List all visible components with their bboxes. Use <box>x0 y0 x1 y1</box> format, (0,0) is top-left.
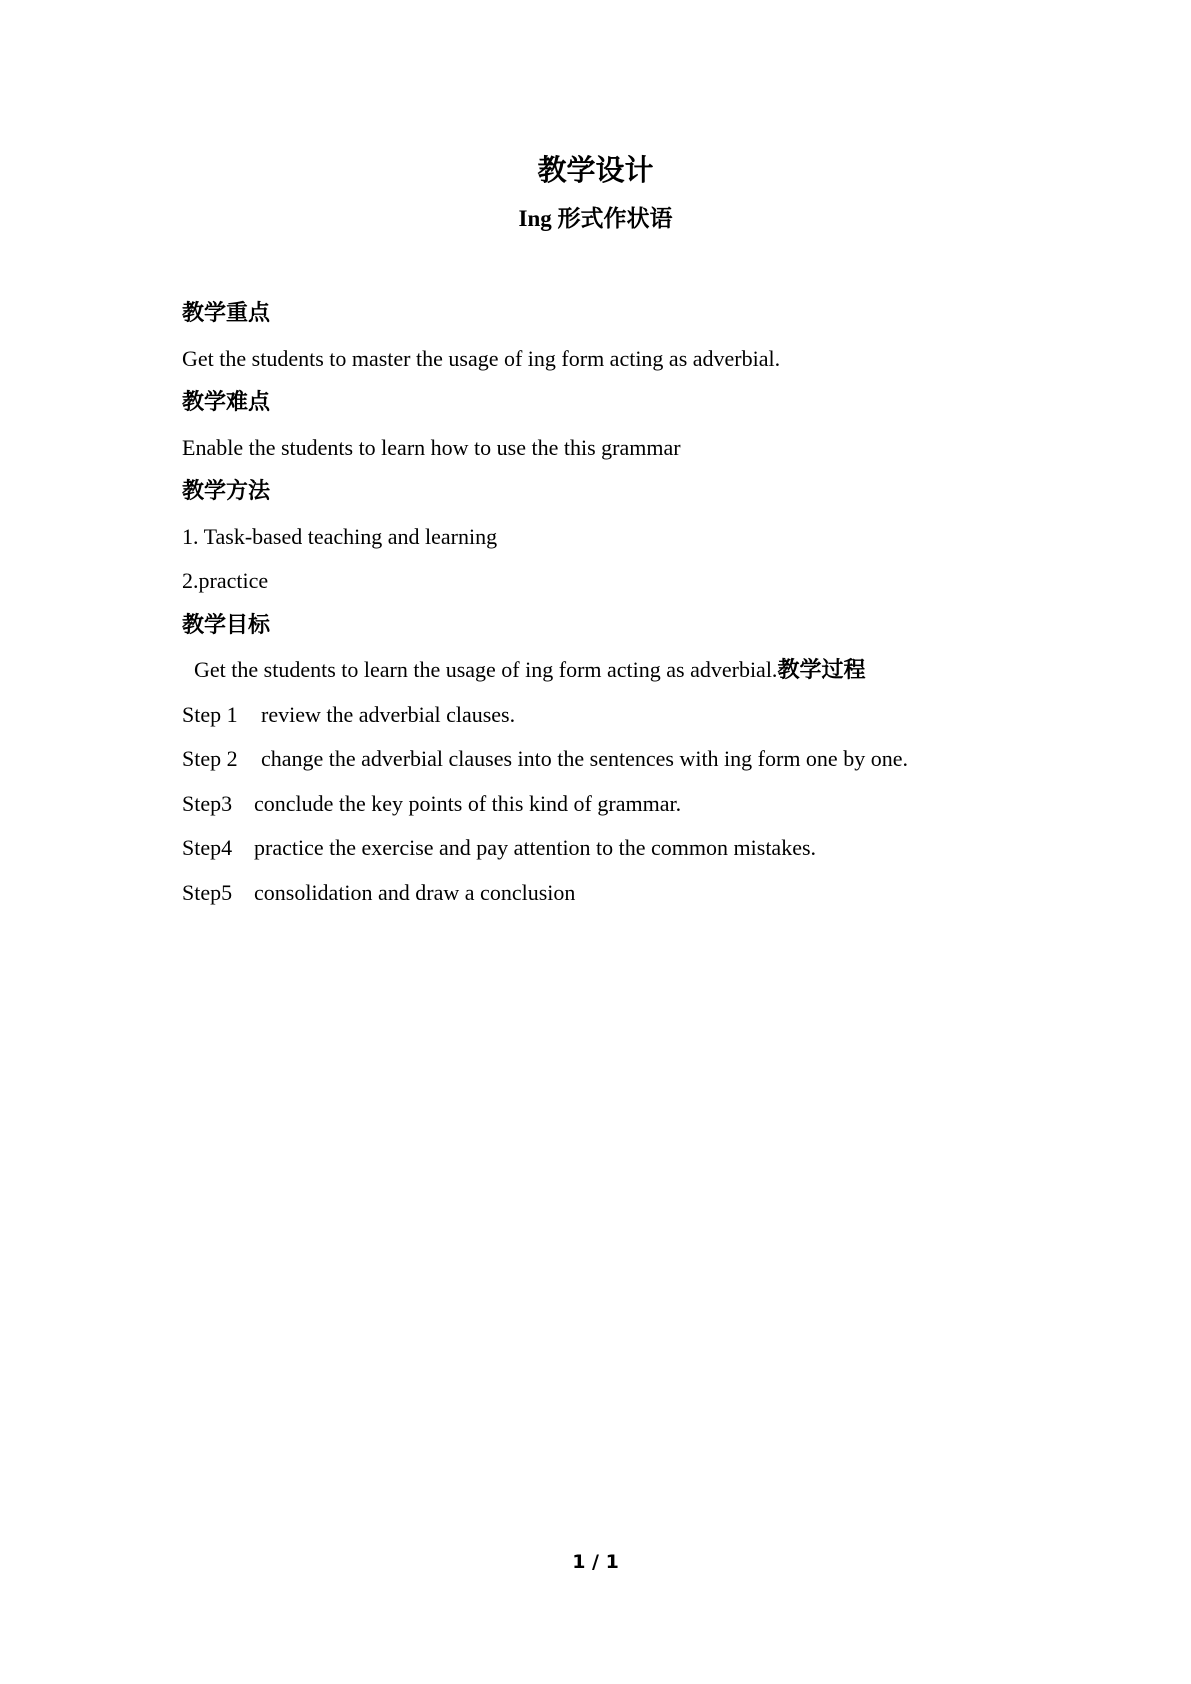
step-text: change the adverbial clauses into the sentences with ing form one by one. <box>261 746 908 771</box>
process-step <box>182 871 1062 916</box>
process-step <box>182 737 1062 782</box>
step-label: Step5 <box>182 879 233 905</box>
step-text: consolidation and draw a conclusion <box>254 879 576 905</box>
step-text: practice the exercise and pay attention to the common mistakes. <box>254 835 817 860</box>
process-step <box>182 782 1062 827</box>
difficulties-text: Enable the students to learn how to use the this grammar <box>182 434 681 460</box>
document-subtitle: Ing 形式作状语 <box>518 206 673 231</box>
step-text: conclude the key points of this kind of grammar. <box>254 790 682 816</box>
step-label: Step 2 <box>182 746 238 771</box>
objectives-line <box>182 648 1062 693</box>
step-label: Step3 <box>182 790 233 816</box>
key-points-heading: 教学重点 <box>182 301 271 326</box>
page-indicator: 1 / 1 <box>572 1551 619 1573</box>
method-item: 2.practice <box>182 568 269 593</box>
key-points-text: Get the students to master the usage of ing form acting as adverbial. <box>182 345 781 371</box>
document-title: 教学设计 <box>537 153 654 187</box>
objectives-heading: 教学目标 <box>182 612 271 638</box>
step-label: Step 1 <box>182 701 238 727</box>
process-heading: 教学过程 <box>777 658 866 683</box>
step-text: review the adverbial clauses. <box>261 701 516 727</box>
document-body <box>182 292 1062 915</box>
difficulties-heading: 教学难点 <box>182 390 271 415</box>
step-label: Step4 <box>182 835 233 860</box>
objectives-text: Get the students to learn the usage of ing form acting as adverbial. <box>194 657 778 682</box>
methods-heading: 教学方法 <box>182 479 271 504</box>
method-item: 1. Task-based teaching and learning <box>182 523 498 549</box>
process-step <box>182 693 1062 738</box>
process-step <box>182 826 1062 871</box>
